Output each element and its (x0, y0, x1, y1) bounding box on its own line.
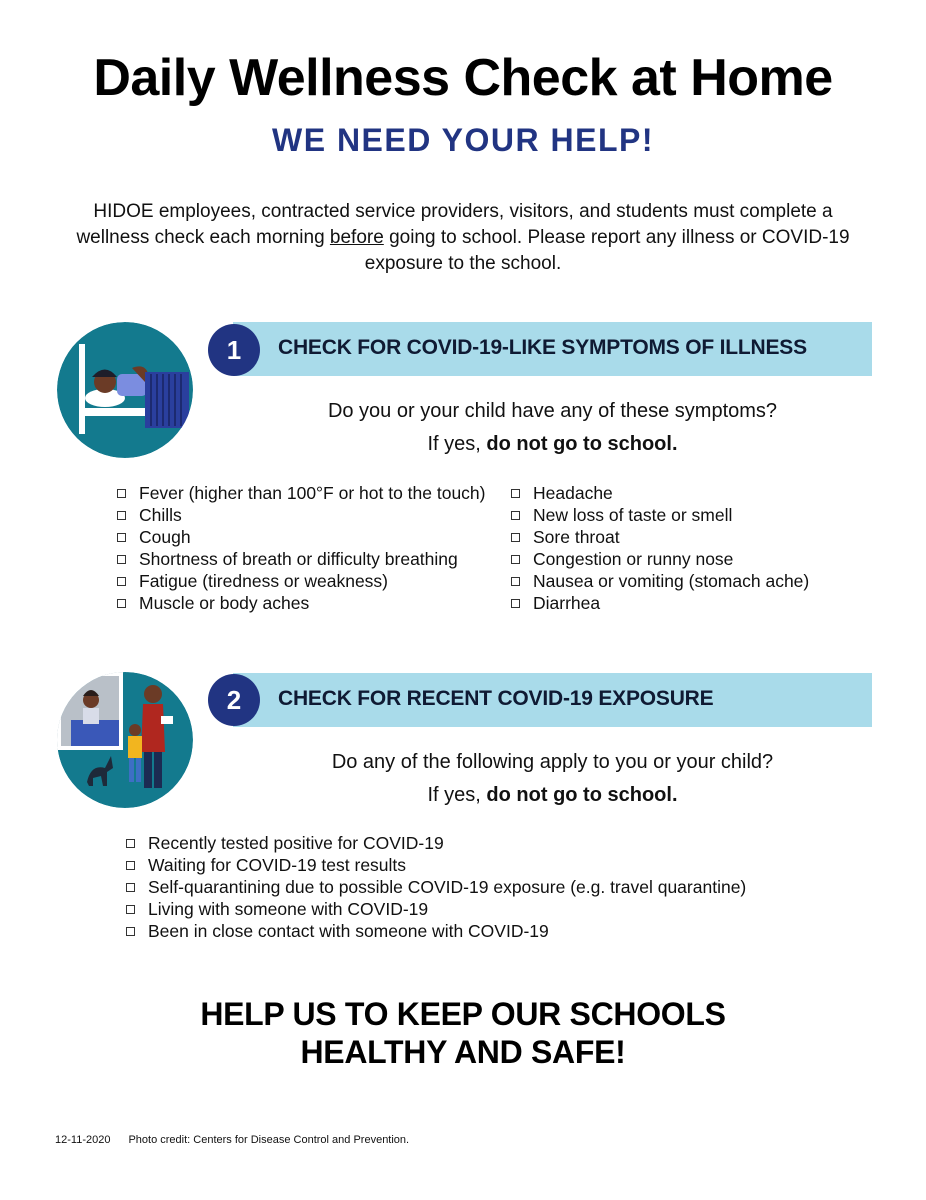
checkbox[interactable] (117, 577, 126, 586)
section1-answer-bold: do not go to school. (486, 433, 678, 455)
footer (55, 1134, 409, 1146)
list-item (117, 526, 486, 548)
footer-date: 12-11-2020 (55, 1134, 111, 1146)
closing-line2: HEALTHY AND SAFE! (300, 1034, 626, 1070)
checkbox[interactable] (117, 599, 126, 608)
symptom-label: Nausea or vomiting (stomach ache) (533, 571, 810, 591)
checkbox[interactable] (117, 511, 126, 520)
list-item (117, 482, 486, 504)
section2-number-badge: 2 (208, 674, 260, 726)
section1-answer (233, 433, 872, 456)
list-item (117, 570, 486, 592)
list-item (511, 592, 809, 614)
exposure-list (126, 832, 746, 942)
section2-banner (233, 673, 872, 727)
list-item (126, 832, 746, 854)
checkbox[interactable] (117, 489, 126, 498)
checkbox[interactable] (117, 533, 126, 542)
list-item (117, 504, 486, 526)
checkbox[interactable] (126, 905, 135, 914)
list-item (117, 548, 486, 570)
list-item (117, 592, 486, 614)
symptoms-list-left (117, 482, 486, 614)
symptom-label: Muscle or body aches (139, 593, 310, 613)
intro-paragraph (60, 199, 866, 277)
section2-heading: CHECK FOR RECENT COVID-19 EXPOSURE (278, 687, 714, 710)
symptom-label: Sore throat (533, 527, 620, 547)
list-item (126, 876, 746, 898)
list-item (511, 526, 809, 548)
symptom-label: Shortness of breath or difficulty breathing (139, 549, 458, 569)
closing-line1: HELP US TO KEEP OUR SCHOOLS (200, 996, 726, 1032)
person-sick-in-bed-icon (57, 322, 193, 458)
symptom-label: Fatigue (tiredness or weakness) (139, 571, 388, 591)
section1-heading: CHECK FOR COVID-19-LIKE SYMPTOMS OF ILLNESS (278, 336, 807, 359)
intro-underlined-word: before (329, 227, 384, 248)
checkbox[interactable] (126, 927, 135, 936)
family-exposure-icon (57, 672, 193, 808)
section2-question: Do any of the following apply to you or your child? (331, 751, 774, 773)
exposure-label: Recently tested positive for COVID-19 (148, 833, 444, 853)
checkbox[interactable] (511, 511, 520, 520)
checkbox[interactable] (511, 489, 520, 498)
intro-text-part2: going to school. Please report any illness or COVID-19 exposure to the school. (364, 227, 850, 274)
checkbox[interactable] (511, 533, 520, 542)
section1-question: Do you or your child have any of these symptoms? (327, 400, 778, 422)
section2-answer (233, 784, 872, 807)
list-item (126, 920, 746, 942)
exposure-label: Been in close contact with someone with COVID-19 (148, 921, 549, 941)
list-item (126, 854, 746, 876)
section1-banner (233, 322, 872, 376)
page-subtitle: WE NEED YOUR HELP! (272, 122, 654, 158)
section2-answer-bold: do not go to school. (486, 784, 678, 806)
list-item (511, 570, 809, 592)
exposure-label: Living with someone with COVID-19 (148, 899, 429, 919)
list-item (511, 504, 809, 526)
symptom-label: Cough (139, 527, 191, 547)
checkbox[interactable] (126, 883, 135, 892)
checkbox[interactable] (126, 839, 135, 848)
checkbox[interactable] (511, 577, 520, 586)
list-item (126, 898, 746, 920)
symptom-label: Chills (139, 505, 182, 525)
section2-answer-prefix: If yes, (427, 784, 481, 806)
footer-credit: Photo credit: Centers for Disease Control and Prevention. (128, 1134, 410, 1146)
exposure-label: Self-quarantining due to possible COVID-19 exposure (e.g. travel quarantine) (148, 877, 747, 897)
page-title: Daily Wellness Check at Home (93, 49, 833, 107)
symptom-label: Headache (533, 483, 613, 503)
symptom-label: Fever (higher than 100°F or hot to the touch) (139, 483, 486, 503)
list-item (511, 482, 809, 504)
section1-number-badge: 1 (208, 324, 260, 376)
checkbox[interactable] (511, 599, 520, 608)
section1-answer-prefix: If yes, (427, 433, 481, 455)
symptoms-list-right (511, 482, 809, 614)
symptom-label: New loss of taste or smell (533, 505, 733, 525)
intro-text-part1: HIDOE employees, contracted service providers, visitors, and students must complete a wellness check each morning (76, 201, 833, 248)
checkbox[interactable] (511, 555, 520, 564)
symptom-label: Diarrhea (533, 593, 601, 613)
exposure-label: Waiting for COVID-19 test results (148, 855, 407, 875)
checkbox[interactable] (126, 861, 135, 870)
symptom-label: Congestion or runny nose (533, 549, 734, 569)
closing-message (0, 995, 926, 1071)
checkbox[interactable] (117, 555, 126, 564)
list-item (511, 548, 809, 570)
